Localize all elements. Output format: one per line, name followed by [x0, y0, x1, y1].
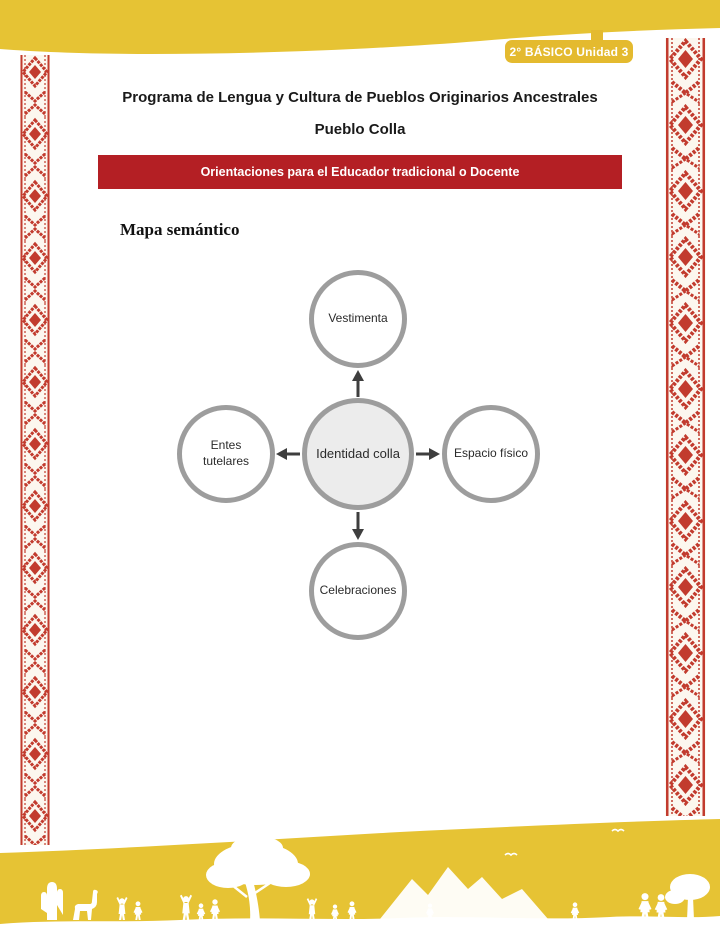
arrow-down-icon	[357, 512, 360, 530]
node-label: Vestimenta	[328, 311, 388, 326]
arrow-left-icon	[284, 453, 300, 456]
right-textile-pattern-border	[665, 38, 706, 816]
semantic-map-diagram	[170, 260, 560, 670]
unit-badge	[505, 40, 633, 63]
diagram-node-entes-tutelares	[177, 405, 275, 503]
node-label: Espacio físico	[453, 446, 529, 461]
node-label: Identidad colla	[316, 445, 400, 461]
node-label: Entes tutelares	[202, 438, 250, 468]
unit-badge-label: 2° BÁSICO Unidad 3	[509, 44, 629, 59]
orientation-banner	[98, 155, 622, 189]
diagram-node-espacio-fisico	[442, 405, 540, 503]
footer-landscape-graphic	[0, 817, 720, 932]
diagram-node-vestimenta	[309, 270, 407, 368]
node-label: Celebraciones	[319, 583, 397, 598]
arrow-up-icon	[357, 379, 360, 397]
arrow-right-icon	[416, 453, 432, 456]
diagram-node-celebraciones	[309, 542, 407, 640]
diagram-node-identidad-colla	[302, 398, 414, 510]
document-title-block	[60, 90, 660, 137]
orientation-banner-label: Orientaciones para el Educador tradicional o Docente	[200, 165, 520, 179]
pueblo-subtitle: Pueblo Colla	[314, 121, 406, 138]
program-title: Programa de Lengua y Cultura de Pueblos Originarios Ancestrales	[122, 89, 598, 106]
section-heading: Mapa semántico	[120, 220, 240, 239]
left-textile-pattern-border	[20, 55, 50, 845]
